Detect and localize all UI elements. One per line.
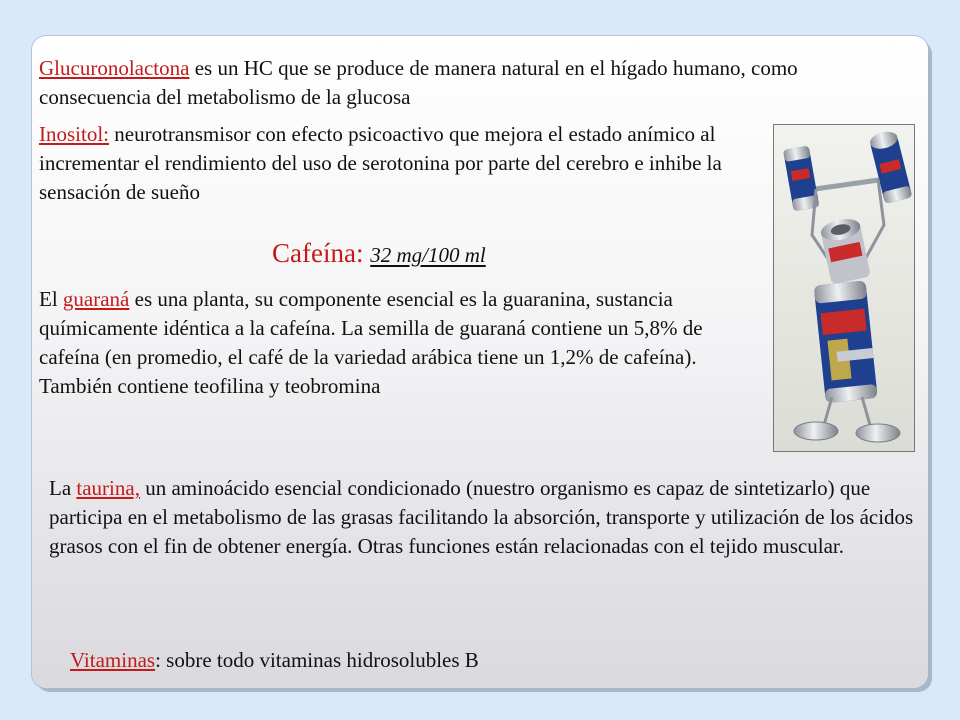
vitaminas-text: : sobre todo vitaminas hidrosolubles B [155,648,479,672]
inositol-term: Inositol: [39,122,110,146]
taurina-term: taurina, [76,476,140,500]
guarana-prefix: El [39,287,63,311]
glucuronolactona-paragraph [39,54,859,112]
taurina-prefix: La [49,476,77,500]
guarana-term: guaraná [62,287,130,311]
guarana-paragraph [39,285,759,401]
cafeina-amount: 32 mg/100 ml [370,243,486,267]
vitaminas-paragraph [70,646,770,675]
glucuronolactona-text: es un HC que se produce de manera natural en el hígado humano, como consecuencia del metabolismo de la glucosa [39,56,798,109]
taurina-text: un aminoácido esencial condicionado (nuestro organismo es capaz de sintetizarlo) que participa en el metabolismo de las grasas facilitando la absorción, transporte y utilización de los ácidos grasos con el fin de obtener energía. Otras funciones están relacionadas con el tejido muscular. [49,476,914,558]
can-robot-icon [774,125,914,451]
glucuronolactona-term: Glucuronolactona [39,56,190,80]
guarana-text: es una planta, su componente esencial es la guaranina, sustancia químicamente idéntica a la cafeína. La semilla de guaraná contiene un 5,8% de cafeína (en promedio, el café de la variedad arábica tiene un 1,2% de cafeína). También contiene teofilina y teobromina [39,287,703,398]
cafeina-term: Cafeína: [272,238,371,268]
inositol-text: neurotransmisor con efecto psicoactivo que mejora el estado anímico al incrementar el rendimiento del uso de serotonina por parte del cerebro e inhibe la sensación de sueño [39,122,722,204]
inositol-paragraph [39,120,769,207]
taurina-paragraph [49,474,919,561]
can-robot-photo [773,124,915,452]
vitaminas-term: Vitaminas [70,648,156,672]
cafeina-heading [272,238,486,269]
